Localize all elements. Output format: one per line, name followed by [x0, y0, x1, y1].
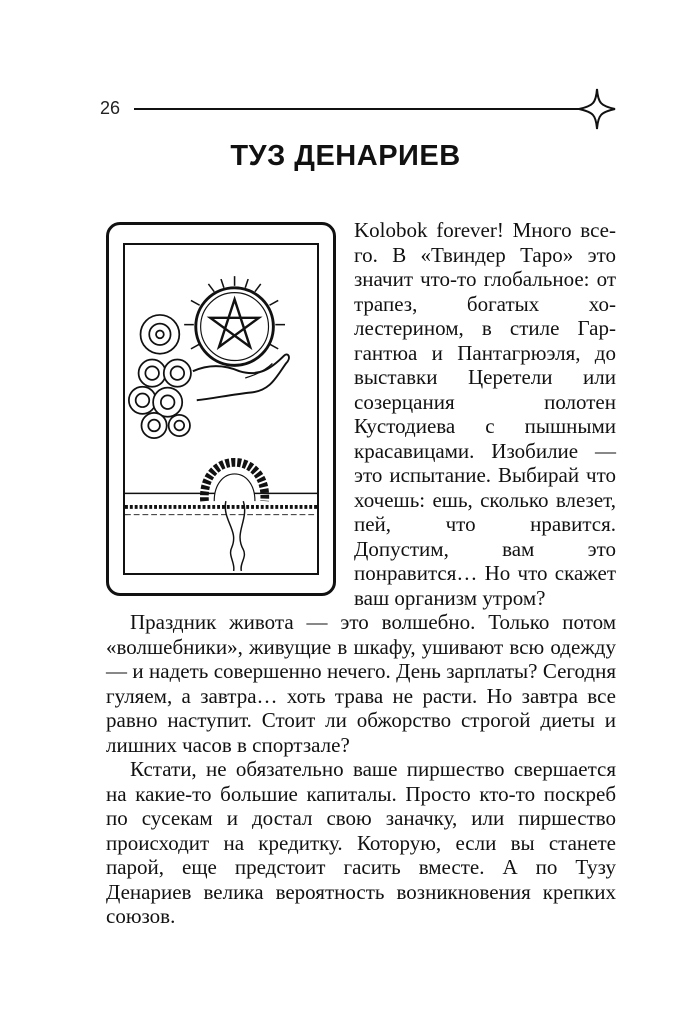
- paragraph-1: Kolobok forever! Много всего. В «Твиндер Таро» это значит что-то глобальное: от трапез, богатых холестерином, в стиле Гаргантюа и Пантагрюэля, до выставки Церетели или созерцания полотен Кустодиева с пышными красавицами. Изобилие — это испытание. Выбирай что хочешь: ешь, сколько влезет, пей, что нравится. Допустим, вам это понравится… Но что скажет ваш организм утром?: [354, 218, 616, 610]
- card-float-spacer: [106, 218, 354, 610]
- paragraph-2: Праздник живота — это волшебно. Только потом «волшебники», живущие в шкафу, ушивают всю одежду — и надеть совершенно нечего. День зарплаты? Сегодня гуляем, а завтра… хоть трава не расти. Но завтра все равно наступит. Стоит ли обжорство строгой диеты и лишних часов в спортзале?: [106, 610, 616, 757]
- body-text: [106, 218, 616, 929]
- header-rule: [134, 108, 584, 110]
- chapter-title: ТУЗ ДЕНАРИЕВ: [230, 140, 461, 172]
- four-point-star-icon: [578, 88, 616, 130]
- paragraph-3: Кстати, не обязательно ваше пиршество свершается на какие-то большие капиталы. Просто кто-то поскреб по сусекам и достал свою заначку, или пиршество происходит на кредитку. Которую, если вы станете парой, еще предстоит гасить вместе. А по Тузу Денариев велика вероятность возникновения крепких союзов.: [106, 757, 616, 928]
- page-number: 26: [100, 98, 121, 118]
